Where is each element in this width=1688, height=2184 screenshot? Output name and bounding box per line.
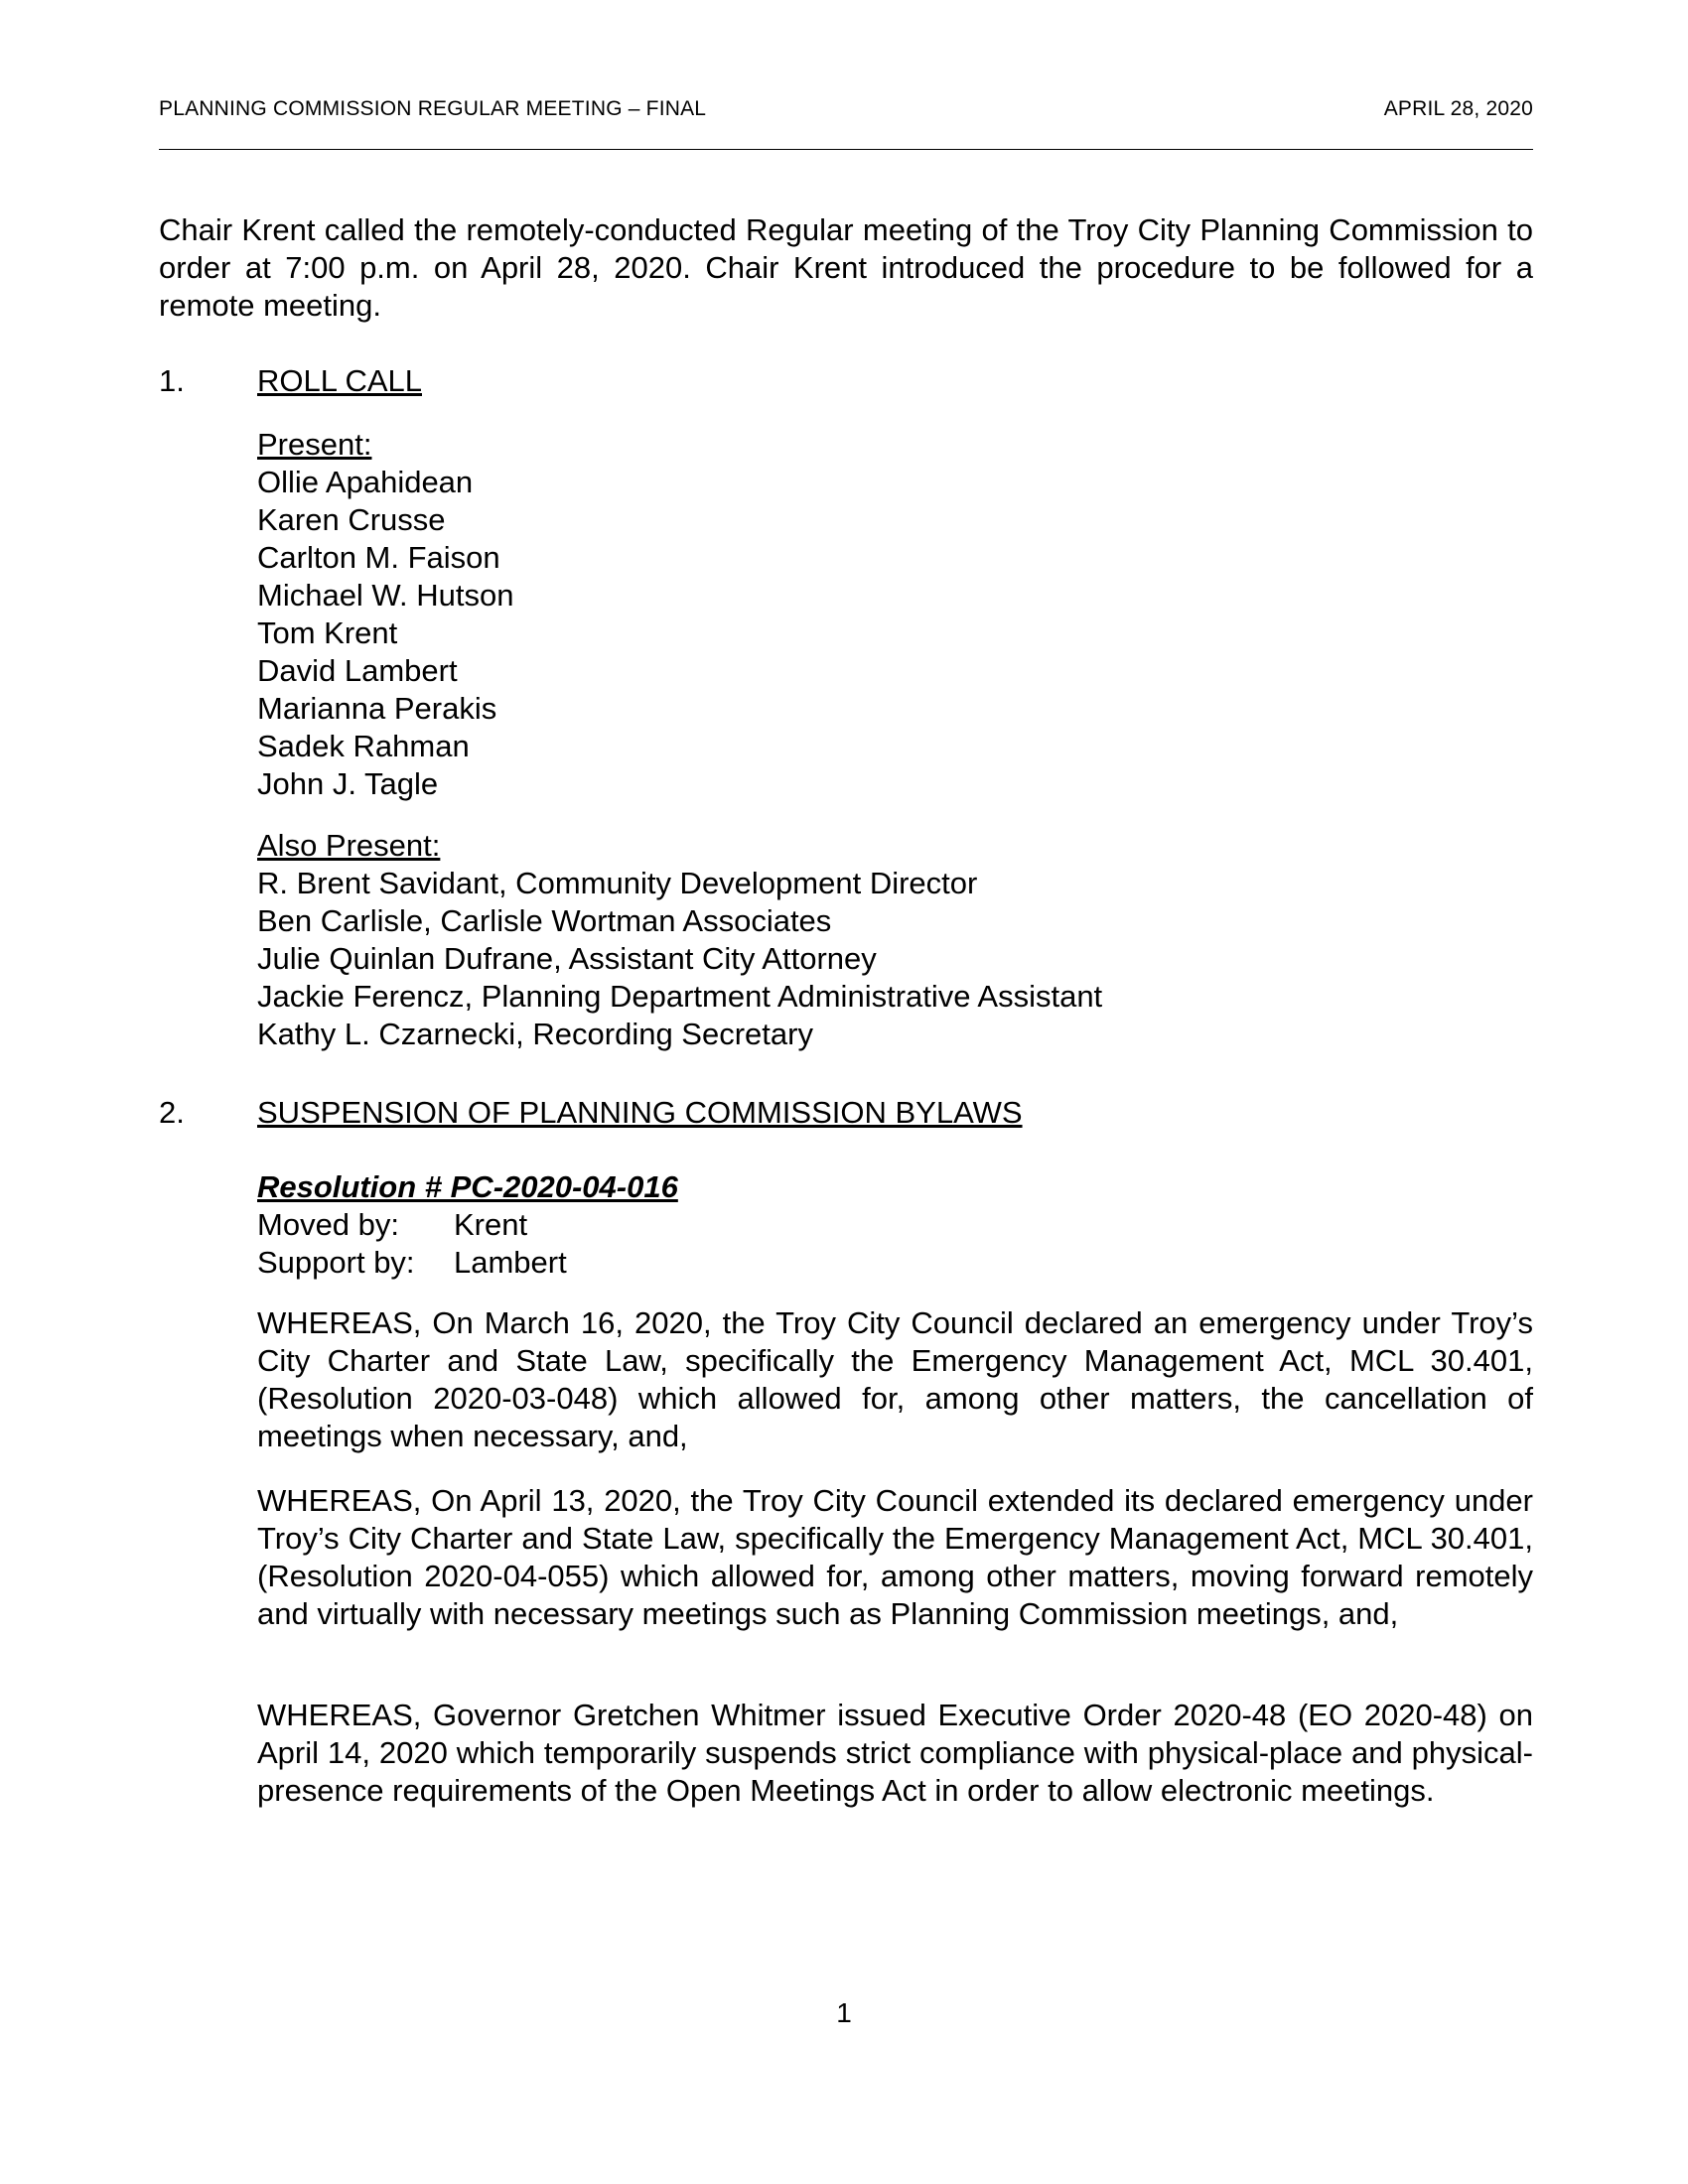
support-by-value: Lambert <box>454 1245 567 1280</box>
present-list <box>257 464 1533 803</box>
header-title: PLANNING COMMISSION REGULAR MEETING – FINAL <box>159 97 707 120</box>
header-date: APRIL 28, 2020 <box>1383 97 1533 120</box>
moved-by-label: Moved by: <box>257 1207 400 1242</box>
section-number: 2. <box>159 1095 185 1130</box>
list-item: Kathy L. Czarnecki, Recording Secretary <box>257 1017 813 1051</box>
section-title: ROLL CALL <box>257 363 422 398</box>
list-item: Ollie Apahidean <box>257 465 474 499</box>
page-header <box>159 97 1533 121</box>
list-item: David Lambert <box>257 653 458 688</box>
paragraph-text: WHEREAS, On March 16, 2020, the Troy City Council declared an emergency under Troy’s City Charter and State Law, specifically the Emergency Management Act, MCL 30.401, (Resolution 2020-03-048) which allowed for, among other matters, the cancellation of meetings when necessary, and, <box>257 1305 1533 1453</box>
paragraph-text: WHEREAS, Governor Gretchen Whitmer issued Executive Order 2020-48 (EO 2020-48) on April 14, 2020 which temporarily suspends strict compliance with physical-place and physical-presence requirements of the Open Meetings Act in order to allow electronic meetings. <box>257 1698 1533 1808</box>
section-title: SUSPENSION OF PLANNING COMMISSION BYLAWS <box>257 1095 1023 1130</box>
whereas-paragraph-1 <box>257 1304 1533 1455</box>
present-block <box>257 426 1533 803</box>
support-by-label: Support by: <box>257 1245 415 1280</box>
section-number: 1. <box>159 363 185 398</box>
list-item: John J. Tagle <box>257 766 439 801</box>
also-present-list <box>257 865 1533 1053</box>
moved-by-row <box>257 1206 1533 1244</box>
resolution-title: Resolution # PC-2020-04-016 <box>257 1169 678 1204</box>
header-divider <box>159 149 1533 150</box>
list-item: Karen Crusse <box>257 502 446 537</box>
list-item: Jackie Ferencz, Planning Department Administrative Assistant <box>257 979 1103 1014</box>
list-item: Ben Carlisle, Carlisle Wortman Associates <box>257 903 832 938</box>
list-item: R. Brent Savidant, Community Development Director <box>257 866 978 900</box>
present-label: Present: <box>257 427 372 462</box>
paragraph-text: WHEREAS, On April 13, 2020, the Troy City Council extended its declared emergency under Troy’s City Charter and State Law, specifically the Emergency Management Act, MCL 30.401, (Resolution 2020-04-055) which allowed for, among other matters, moving forward remotely and virtually with necessary meetings such as Planning Commission meetings, and, <box>257 1483 1533 1631</box>
list-item: Marianna Perakis <box>257 691 497 726</box>
also-present-block <box>257 827 1533 1053</box>
list-item: Carlton M. Faison <box>257 540 500 575</box>
list-item: Sadek Rahman <box>257 729 470 763</box>
list-item: Michael W. Hutson <box>257 578 514 613</box>
whereas-paragraph-3 <box>257 1697 1533 1810</box>
intro-paragraph <box>159 211 1533 325</box>
page-number: 1 <box>836 1997 852 2028</box>
resolution-block <box>257 1168 1533 1282</box>
list-item: Julie Quinlan Dufrane, Assistant City Attorney <box>257 941 877 976</box>
whereas-paragraph-2 <box>257 1482 1533 1633</box>
moved-by-value: Krent <box>454 1207 528 1242</box>
support-by-row <box>257 1244 1533 1282</box>
also-present-label: Also Present: <box>257 828 441 863</box>
list-item: Tom Krent <box>257 615 398 650</box>
intro-text: Chair Krent called the remotely-conducted Regular meeting of the Troy City Planning Commission to order at 7:00 p.m. on April 28, 2020. Chair Krent introduced the procedure to be followed for a remote meeting. <box>159 212 1533 323</box>
